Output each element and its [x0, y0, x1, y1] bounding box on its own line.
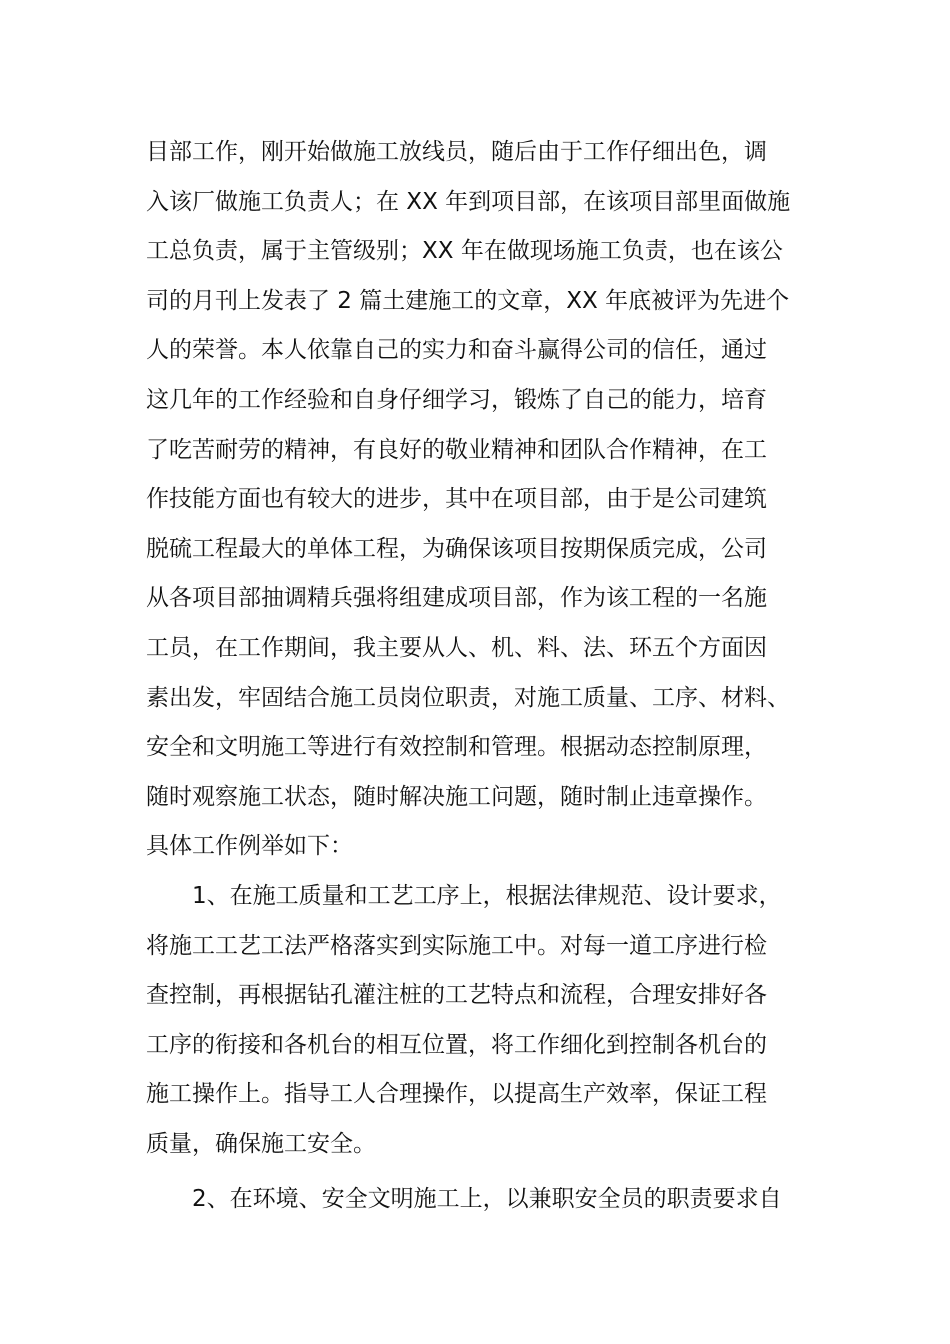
- text-line: 查控制，再根据钻孔灌注桩的工艺特点和流程，合理安排好各: [146, 982, 767, 1009]
- text-line: 这几年的工作经验和自身仔细学习，锻炼了自己的能力，培育: [146, 386, 767, 413]
- text-line: 了吃苦耐劳的精神，有良好的敬业精神和团队合作精神，在工: [146, 436, 767, 463]
- paragraph-1-start: 1、在施工质量和工艺工序上，根据法律规范、设计要求，: [192, 882, 782, 909]
- text-line: 施工操作上。指导工人合理操作，以提高生产效率，保证工程: [146, 1081, 767, 1108]
- text-line: 将施工工艺工法严格落实到实际施工中。对每一道工序进行检: [146, 932, 767, 959]
- text-line: 入该厂做施工负责人；在 XX 年到项目部，在该项目部里面做施: [146, 188, 791, 215]
- text-line: 工序的衔接和各机台的相互位置，将工作细化到控制各机台的: [146, 1031, 767, 1058]
- text-line: 目部工作，刚开始做施工放线员，随后由于工作仔细出色，调: [146, 139, 767, 165]
- text-line: 质量，确保施工安全。: [146, 1130, 376, 1157]
- text-line: 随时观察施工状态，随时解决施工问题，随时制止违章操作。: [146, 783, 767, 810]
- paragraph-2-start: 2、在环境、安全文明施工上，以兼职安全员的职责要求自: [192, 1186, 782, 1213]
- text-line: 作技能方面也有较大的进步，其中在项目部，由于是公司建筑: [146, 486, 767, 513]
- text-line: 人的荣誉。本人依靠自己的实力和奋斗赢得公司的信任，通过: [146, 337, 767, 364]
- text-line: 脱硫工程最大的单体工程，为确保该项目按期保质完成，公司: [146, 535, 767, 562]
- text-line: 安全和文明施工等进行有效控制和管理。根据动态控制原理，: [146, 734, 767, 761]
- text-line: 司的月刊上发表了 2 篇土建施工的文章，XX 年底被评为先进个: [146, 287, 790, 314]
- text-line: 工员，在工作期间，我主要从人、机、料、法、环五个方面因: [146, 634, 767, 661]
- text-line: 从各项目部抽调精兵强将组建成项目部，作为该工程的一名施: [146, 585, 767, 612]
- text-line: 具体工作例举如下：: [146, 833, 353, 860]
- document-body: [146, 128, 836, 1225]
- text-line: 素出发，牢固结合施工员岗位职责，对施工质量、工序、材料、: [146, 684, 790, 711]
- text-line: 工总负责，属于主管级别；XX 年在做现场施工负责，也在该公: [146, 238, 783, 265]
